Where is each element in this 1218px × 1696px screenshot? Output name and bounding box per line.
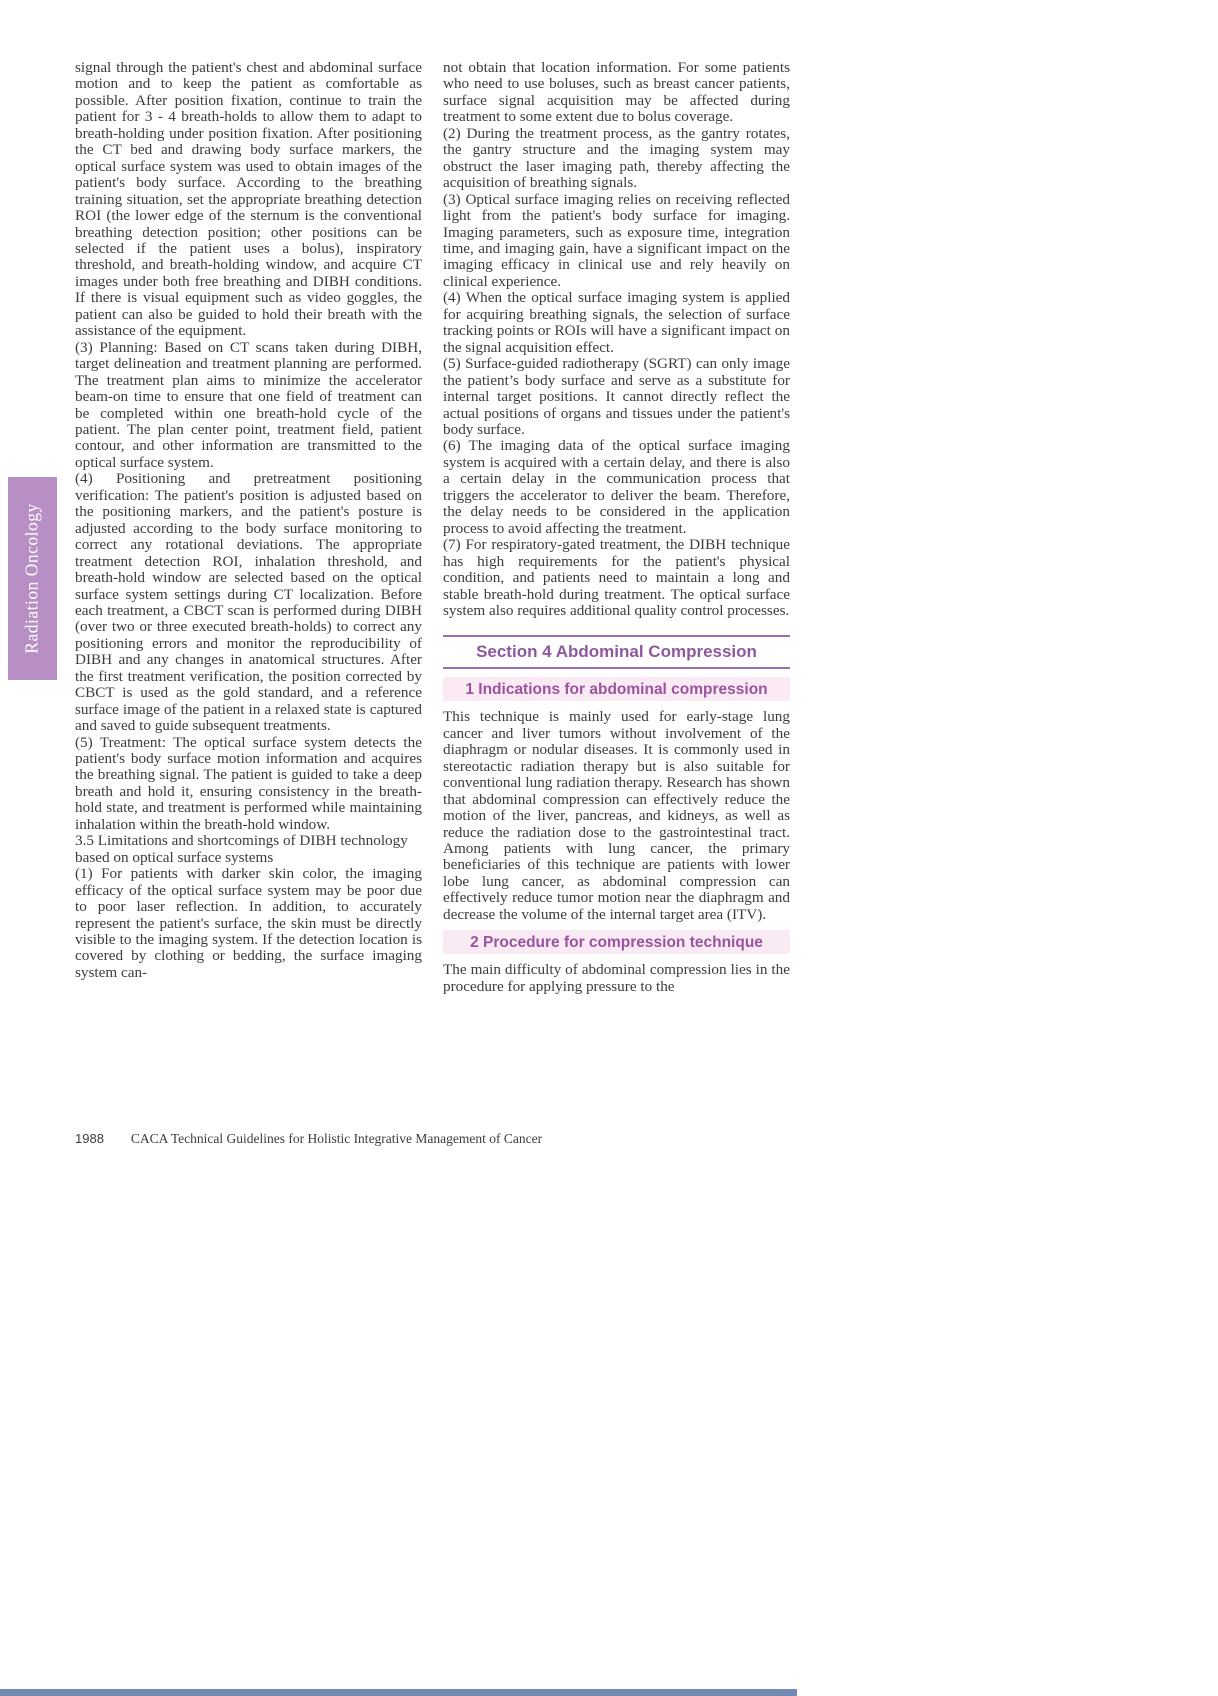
section-heading: Section 4 Abdominal Compression xyxy=(476,642,757,662)
paragraph: (5) Treatment: The optical surface system detects the patient's body surface motion information and acquires the breathing signal. The patient is guided to take a deep breath and hold it, ensuring consistency in the breath-hold state, and treatment is performed while maintaining inhalation within the breath-hold window. xyxy=(75,733,422,833)
paragraph: (4) When the optical surface imaging system is applied for acquiring breathing signals, the selection of surface tracking points or ROIs will have a significant impact on the signal acquisition effect. xyxy=(443,289,790,356)
paragraph: (6) The imaging data of the optical surface imaging system is acquired with a certain delay, and there is also a certain delay in the communication process that triggers the accelerator to deliver the beam. Therefore, the delay needs to be considered in the application process to avoid affecting the treatment. xyxy=(443,437,790,537)
page-number: 1988 xyxy=(75,1131,104,1146)
right-text-column xyxy=(443,60,790,995)
footer-title: CACA Technical Guidelines for Holistic Integrative Management of Cancer xyxy=(130,1131,543,1146)
sidebar-tab xyxy=(8,477,57,680)
subsection-heading: 3.5 Limitations and shortcomings of DIBH technology based on optical surface systems xyxy=(75,832,408,866)
subsection-heading-bar: 1 Indications for abdominal compression xyxy=(443,677,790,701)
paragraph: (5) Surface-guided radiotherapy (SGRT) can only image the patient’s body surface and serve as a substitute for internal target positions. It cannot directly reflect the actual positions of organs and tissues under the patient's body surface. xyxy=(443,355,790,438)
left-text-column xyxy=(75,60,422,981)
subsection-heading-bar: 2 Procedure for compression technique xyxy=(443,930,790,954)
page-footer xyxy=(75,1131,795,1147)
section-heading-rule-block xyxy=(443,635,790,669)
paragraph: (3) Planning: Based on CT scans taken during DIBH, target delineation and treatment planning are performed. The treatment plan aims to minimize the accelerator beam-on time to ensure that one field of treatment can be completed within one breath-hold cycle of the patient. The plan center point, treatment field, patient contour, and other information are transmitted to the optical surface system. xyxy=(75,338,422,471)
paragraph: signal through the patient's chest and abdominal surface motion and to keep the patient as comfortable as possible. After position fixation, continue to train the patient for 3 - 4 breath-holds to allow them to adapt to breath-holding under position fixation. After positioning the CT bed and drawing body surface markers, the optical surface system was used to obtain images of the patient's body surface. According to the breathing training situation, set the appropriate breathing detection ROI (the lower edge of the sternum is the conventional breathing detection position; other positions can be selected if the patient uses a bolus), inspiratory threshold, and breath-holding window, and acquire CT images under both free breathing and DIBH conditions. If there is visual equipment such as video goggles, the patient can also be guided to hold their breath with the assistance of the equipment. xyxy=(75,59,422,340)
bottom-edge-bar xyxy=(0,1689,797,1696)
paragraph: (3) Optical surface imaging relies on receiving reflected light from the patient's body surface for imaging. Imaging parameters, such as exposure time, integration time, and imaging gain, have a significant impact on the imaging efficacy in clinical use and rely heavily on clinical experience. xyxy=(443,190,790,290)
paragraph: (1) For patients with darker skin color, the imaging efficacy of the optical surface system may be poor due to poor laser reflection. In addition, to accurately represent the patient's surface, the skin must be directly visible to the imaging system. If the detection location is covered by clothing or bedding, the surface imaging system can- xyxy=(75,865,422,981)
paragraph: not obtain that location information. For some patients who need to use boluses, such as breast cancer patients, surface signal acquisition may be affected during treatment to some extent due to bolus coverage. xyxy=(443,59,790,126)
paragraph: The main difficulty of abdominal compression lies in the procedure for applying pressure to the xyxy=(443,961,790,995)
paragraph: (2) During the treatment process, as the gantry rotates, the gantry structure and the imaging system may obstruct the laser imaging path, thereby affecting the acquisition of breathing signals. xyxy=(443,124,790,192)
paragraph: This technique is mainly used for early-stage lung cancer and liver tumors without involvement of the diaphragm or nodular diseases. It is commonly used in stereotactic radiation therapy but is also suitable for conventional lung radiation therapy. Research has shown that abdominal compression can effectively reduce the motion of the liver, pancreas, and kidneys, as well as reduce the radiation dose to the gastrointestinal tract. Among patients with lung cancer, the primary beneficiaries of this technique are patients with lower lobe lung cancer, as abdominal compression can effectively reduce tumor motion near the diaphragm and decrease the volume of the internal target area (ITV). xyxy=(443,708,790,923)
paragraph: (7) For respiratory-gated treatment, the DIBH technique has high requirements for the patient's physical condition, and patients need to maintain a long and stable breath-hold during treatment. The optical surface system also requires additional quality control processes. xyxy=(443,536,790,619)
sidebar-tab-label: Radiation Oncology xyxy=(22,503,42,654)
paragraph: (4) Positioning and pretreatment positioning verification: The patient's position is adjusted based on the positioning markers, and the patient's posture is adjusted according to the body surface monitoring to correct any rotational deviations. The appropriate treatment detection ROI, inhalation threshold, and breath-hold window are selected based on the optical surface system settings during CT localization. Before each treatment, a CBCT scan is performed during DIBH (over two or three executed breath-holds) to correct any positioning errors and monitor the reproducibility of DIBH and any changes in anatomical structures. After the first treatment verification, the position corrected by CBCT is used as the gold standard, and a reference surface image of the patient in a relaxed state is captured and saved to guide subsequent treatments. xyxy=(75,470,422,735)
